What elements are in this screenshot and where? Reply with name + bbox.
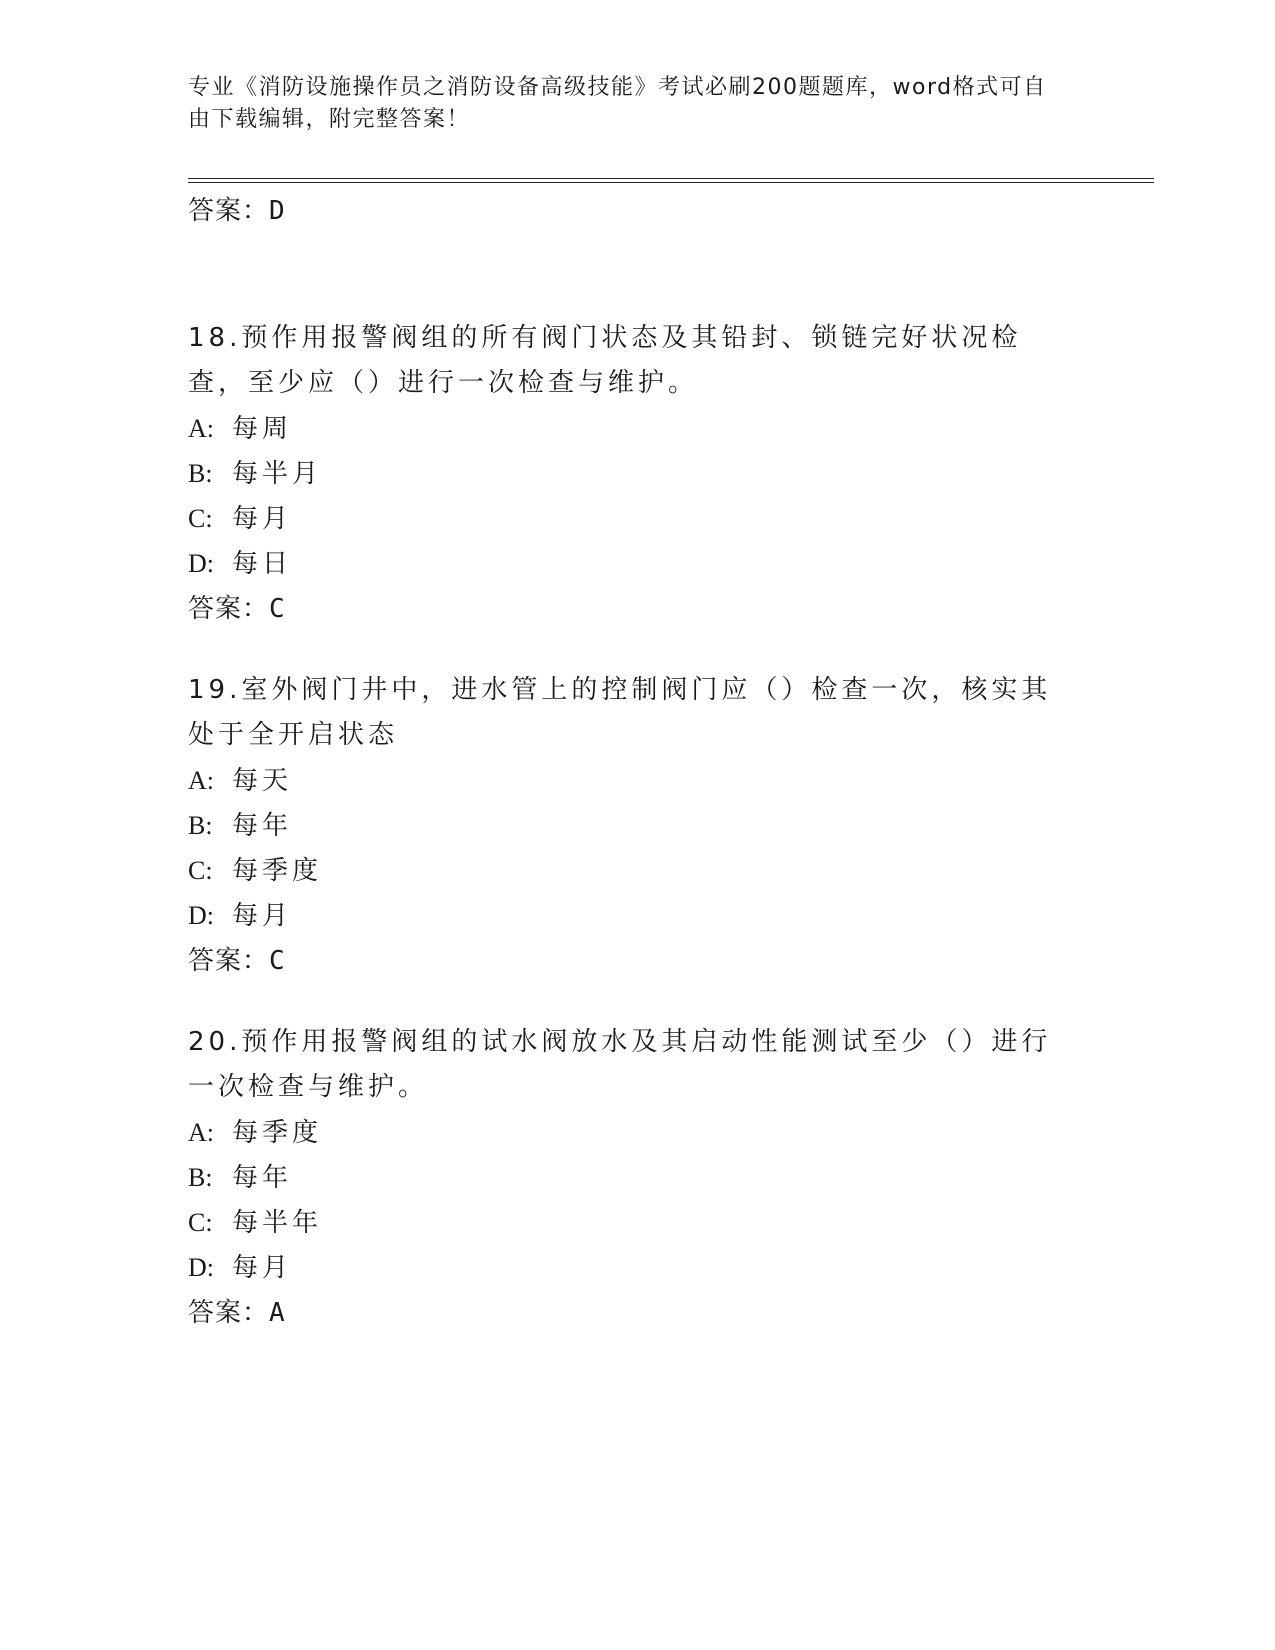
option-text: 每季度 xyxy=(232,856,323,886)
answer-line xyxy=(188,586,1068,632)
option-letter: A: xyxy=(188,766,214,795)
question-item xyxy=(188,316,1068,632)
answer-value: C xyxy=(269,946,286,976)
option-c xyxy=(188,496,1068,541)
answer-value: D xyxy=(269,196,286,226)
answer-line xyxy=(188,1290,1068,1336)
answer-value: C xyxy=(269,594,286,624)
option-letter: A: xyxy=(188,414,214,443)
document-header: 专业《消防设施操作员之消防设备高级技能》考试必刷200题题库，word格式可自由下载编辑，附完整答案！ xyxy=(188,75,1047,132)
option-letter: C: xyxy=(188,1208,213,1237)
option-letter: C: xyxy=(188,504,213,533)
question-stem: 预作用报警阀组的试水阀放水及其启动性能测试至少（）进行一次检查与维护。 xyxy=(188,1027,1052,1102)
question-number: 20. xyxy=(188,1027,242,1057)
option-b xyxy=(188,1155,1068,1200)
option-c xyxy=(188,1200,1068,1245)
option-a xyxy=(188,758,1068,803)
header-divider xyxy=(188,178,1154,183)
option-letter: B: xyxy=(188,459,213,488)
option-b xyxy=(188,451,1068,496)
option-text: 每年 xyxy=(232,811,293,841)
option-a xyxy=(188,406,1068,451)
option-letter: D: xyxy=(188,549,214,578)
option-letter: D: xyxy=(188,1253,214,1282)
question-item xyxy=(188,1020,1068,1336)
spacer xyxy=(188,234,1068,280)
question-number: 19. xyxy=(188,675,242,705)
option-a xyxy=(188,1110,1068,1155)
option-letter: D: xyxy=(188,901,214,930)
question-item xyxy=(188,668,1068,984)
option-letter: C: xyxy=(188,856,213,885)
option-d xyxy=(188,541,1068,586)
answer-line xyxy=(188,938,1068,984)
question-text xyxy=(188,668,1068,758)
option-text: 每月 xyxy=(232,1253,293,1283)
answer-label: 答案： xyxy=(188,1298,270,1328)
question-number: 18. xyxy=(188,323,242,353)
option-text: 每月 xyxy=(232,504,293,534)
answer-label: 答案： xyxy=(188,946,270,976)
answer-line xyxy=(188,188,1068,234)
question-list xyxy=(188,188,1068,1336)
question-stem: 预作用报警阀组的所有阀门状态及其铅封、锁链完好状况检查，至少应（）进行一次检查与维护。 xyxy=(188,323,1022,398)
question-text xyxy=(188,1020,1068,1110)
answer-label: 答案： xyxy=(188,196,270,226)
option-text: 每日 xyxy=(232,549,293,579)
option-d xyxy=(188,1245,1068,1290)
option-text: 每周 xyxy=(232,414,293,444)
option-letter: A: xyxy=(188,1118,214,1147)
option-text: 每月 xyxy=(232,901,293,931)
option-b xyxy=(188,803,1068,848)
option-text: 每年 xyxy=(232,1163,293,1193)
option-text: 每半年 xyxy=(232,1208,323,1238)
option-text: 每季度 xyxy=(232,1118,323,1148)
option-text: 每天 xyxy=(232,766,293,796)
option-text: 每半月 xyxy=(232,459,323,489)
option-d xyxy=(188,893,1068,938)
option-letter: B: xyxy=(188,1163,213,1192)
option-c xyxy=(188,848,1068,893)
question-stem: 室外阀门井中，进水管上的控制阀门应（）检查一次，核实其处于全开启状态 xyxy=(188,675,1052,750)
answer-value: A xyxy=(269,1298,286,1328)
option-letter: B: xyxy=(188,811,213,840)
answer-label: 答案： xyxy=(188,594,270,624)
question-text xyxy=(188,316,1068,406)
